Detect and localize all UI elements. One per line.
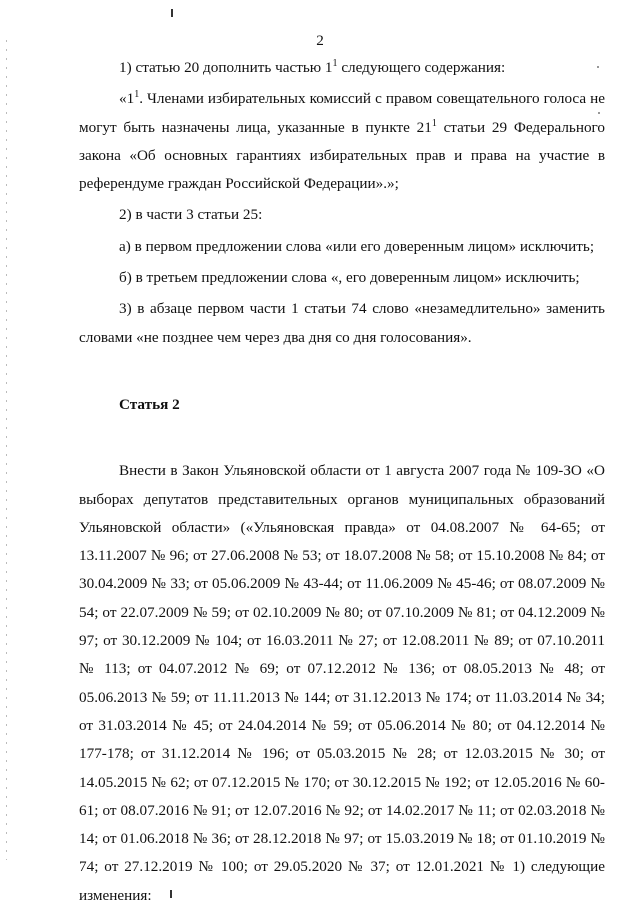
amendment-item-1-text: 1) статью 20 дополнить частью 1 [119,59,333,76]
quoted-provision [79,85,605,198]
amendment-item-2: 2) в части 3 статьи 25: [119,206,263,224]
quote-text-2: статьи 29 Федерального закона «Об основных гарантиях избирательных прав и права на участие в референдуме граждан Российской Федерации».»; [79,118,605,193]
binding-mark-top [171,9,173,17]
document-body [79,54,605,910]
article-2-body: Внести в Закон Ульяновской области от 1 августа 2007 года № 109-ЗО «О выборах депутатов представительных органов муниципальных образований Ульяновской области» («Ульяновская правда» от 04.08.2007 № 64-65; от 13.11.2007 № 96; от 27.06.2008 № 53; от 18.07.2008 № 58; от 15.10.2008 № 84; от 30.04.2009 № 33; от 05.06.2009 № 43-44; от 11.06.2009 № 45-46; от 08.07.2009 № 54; от 22.07.2009 № 59; от 02.10.2009 № 80; от 07.10.2009 № 81; от 04.12.2009 № 97; от 30.12.2009 № 104; от 16.03.2011 № 27; от 12.08.2011 № 89; от 07.10.2011 № 113; от 04.07.2012 № 69; от 07.12.2012 № 136; от 08.05.2013 № 48; от 05.06.2013 № 59; от 11.11.2013 № 144; от 31.12.2013 № 174; от 11.03.2014 № 34; от 31.03.2014 № 45; от 24.04.2014 № 59; от 05.06.2014 № 80; от 04.12.2014 № 177-178; от 31.12.2014 № 196; от 05.03.2015 № 28; от 12.03.2015 № 30; от 14.05.2015 № 62; от 07.12.2015 № 170; от 30.12.2015 № 192; от 12.05.2016 № 60-61; от 08.07.2016 № 91; от 12.07.2016 № 92; от 14.02.2017 № 11; от 02.03.2018 № 14; от 01.06.2018 № 36; от 28.12.2018 № 97; от 15.03.2019 № 18; от 01.10.2019 № 74; от 27.12.2019 № 100; от 29.05.2020 № 37; от 12.01.2021 № 1) следующие изменения: [79,462,605,904]
quote-text: . Членами избирательных комиссий с правом совещательного голоса не могут быть назначены лица, указанные в пункте 21 [79,90,605,136]
amendment-item-3: 3) в абзаце первом части 1 статьи 74 слово «незамедлительно» заменить словами «не позднее чем через два дня со дня голосования». [79,300,605,346]
amendment-item-2b: б) в третьем предложении слова «, его доверенным лицом» исключить; [119,269,580,287]
amendment-item-1 [79,54,605,82]
article-heading: Статья 2 [119,395,180,413]
superscript: 1 [332,57,338,69]
amendment-item-2a: а) в первом предложении слова «или его доверенным лицом» исключить; [119,237,595,255]
superscript: 1 [431,117,437,129]
amendment-item-1-tail: следующего содержания: [337,59,506,76]
quote-open: «1 [119,90,135,108]
superscript: 1 [134,89,140,101]
page-number: 2 [316,32,324,49]
scan-edge-marks [6,40,7,860]
